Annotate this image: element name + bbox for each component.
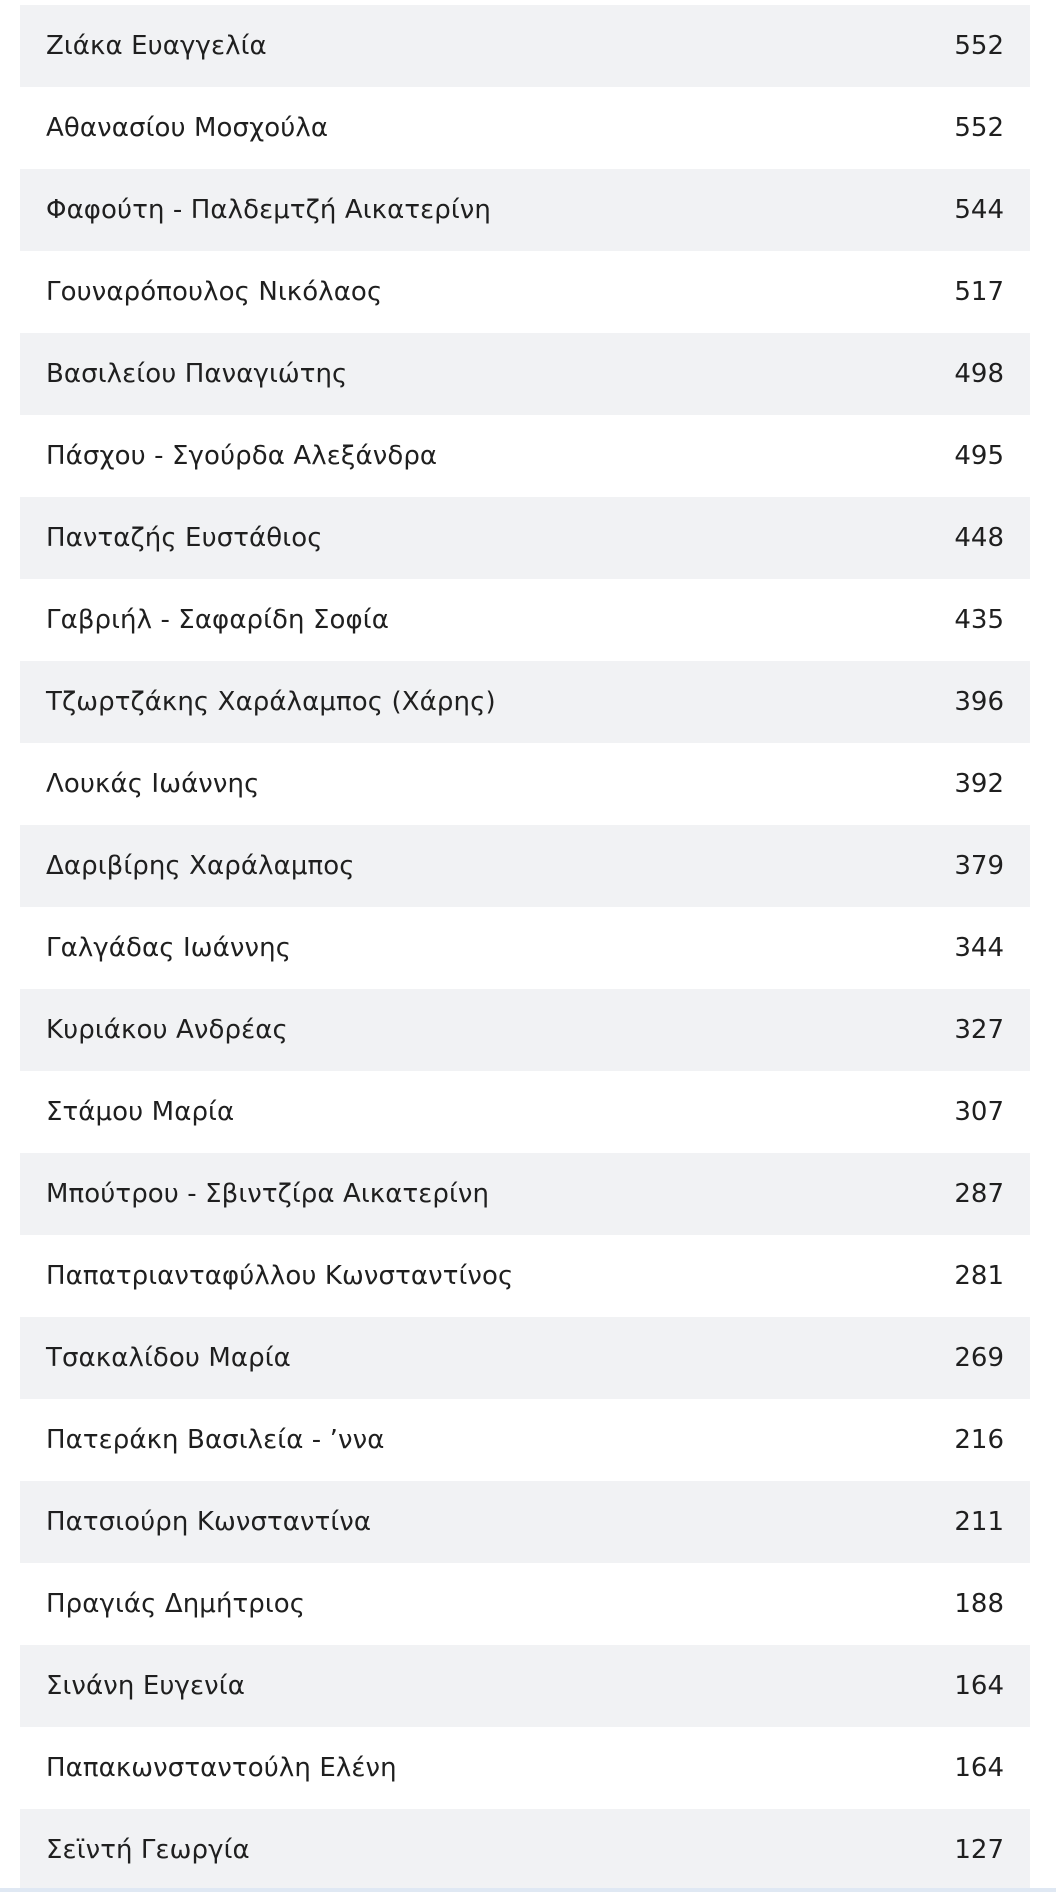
list-item-count: 164 xyxy=(954,1753,1004,1783)
list-item-count: 392 xyxy=(954,769,1004,799)
list-item xyxy=(20,1399,1030,1481)
list-item xyxy=(20,1153,1030,1235)
list-item-name: Σινάνη Ευγενία xyxy=(46,1671,245,1701)
list-item-name: Αθανασίου Μοσχούλα xyxy=(46,113,329,143)
list-item-name: Τζωρτζάκης Χαράλαμπος (Χάρης) xyxy=(46,687,496,717)
list-item xyxy=(20,1235,1030,1317)
list-item-name: Ζιάκα Ευαγγελία xyxy=(46,31,267,61)
list-item xyxy=(20,1645,1030,1727)
list-item-name: Σεϊντή Γεωργία xyxy=(46,1835,250,1865)
candidates-list xyxy=(20,5,1030,1891)
bottom-divider xyxy=(0,1888,1056,1892)
list-item-name: Μπούτρου - Σβιντζίρα Αικατερίνη xyxy=(46,1179,490,1209)
list-item-count: 435 xyxy=(954,605,1004,635)
list-item-count: 127 xyxy=(954,1835,1004,1865)
list-item-count: 344 xyxy=(954,933,1004,963)
list-item-count: 307 xyxy=(954,1097,1004,1127)
list-item-count: 327 xyxy=(954,1015,1004,1045)
list-item-count: 281 xyxy=(954,1261,1004,1291)
list-item-name: Γαβριήλ - Σαφαρίδη Σοφία xyxy=(46,605,389,635)
list-item xyxy=(20,1481,1030,1563)
list-item-name: Πραγιάς Δημήτριος xyxy=(46,1589,306,1619)
list-item-count: 552 xyxy=(954,31,1004,61)
list-item-name: Κυριάκου Ανδρέας xyxy=(46,1015,288,1045)
list-item-count: 544 xyxy=(954,195,1004,225)
list-item xyxy=(20,5,1030,87)
list-item-name: Πανταζής Ευστάθιος xyxy=(46,523,323,553)
list-item-count: 396 xyxy=(954,687,1004,717)
list-item-name: Βασιλείου Παναγιώτης xyxy=(46,359,348,389)
list-item-name: Πάσχου - Σγούρδα Αλεξάνδρα xyxy=(46,441,438,471)
list-item xyxy=(20,333,1030,415)
list-item xyxy=(20,743,1030,825)
list-item-name: Γουναρόπουλος Νικόλαος xyxy=(46,277,383,307)
list-item xyxy=(20,1071,1030,1153)
list-item-name: Πατεράκη Βασιλεία - ’ννα xyxy=(46,1425,385,1455)
list-item xyxy=(20,1727,1030,1809)
list-item xyxy=(20,907,1030,989)
list-item xyxy=(20,1317,1030,1399)
list-item-count: 498 xyxy=(954,359,1004,389)
list-item xyxy=(20,497,1030,579)
list-item-name: Παπατριανταφύλλου Κωνσταντίνος xyxy=(46,1261,514,1291)
list-item xyxy=(20,169,1030,251)
list-item-name: Παπακωνσταντούλη Ελένη xyxy=(46,1753,397,1783)
list-item-count: 552 xyxy=(954,113,1004,143)
list-item-count: 495 xyxy=(954,441,1004,471)
list-item-count: 287 xyxy=(954,1179,1004,1209)
list-item-count: 448 xyxy=(954,523,1004,553)
list-item-count: 216 xyxy=(954,1425,1004,1455)
list-item xyxy=(20,989,1030,1071)
list-item-count: 164 xyxy=(954,1671,1004,1701)
list-item xyxy=(20,415,1030,497)
list-item-count: 269 xyxy=(954,1343,1004,1373)
list-item-count: 188 xyxy=(954,1589,1004,1619)
list-item-name: Πατσιούρη Κωνσταντίνα xyxy=(46,1507,372,1537)
list-item-count: 379 xyxy=(954,851,1004,881)
list-item xyxy=(20,1563,1030,1645)
list-item xyxy=(20,825,1030,907)
list-item-name: Στάμου Μαρία xyxy=(46,1097,235,1127)
list-item-name: Λουκάς Ιωάννης xyxy=(46,769,260,799)
list-item-name: Φαφούτη - Παλδεμτζή Αικατερίνη xyxy=(46,195,491,225)
list-item-name: Δαριβίρης Χαράλαμπος xyxy=(46,851,355,881)
list-item xyxy=(20,661,1030,743)
list-item xyxy=(20,251,1030,333)
list-item-count: 211 xyxy=(954,1507,1004,1537)
list-item-name: Τσακαλίδου Μαρία xyxy=(46,1343,291,1373)
list-item xyxy=(20,579,1030,661)
list-item-count: 517 xyxy=(954,277,1004,307)
list-item-name: Γαλγάδας Ιωάννης xyxy=(46,933,292,963)
list-item xyxy=(20,87,1030,169)
list-item xyxy=(20,1809,1030,1891)
